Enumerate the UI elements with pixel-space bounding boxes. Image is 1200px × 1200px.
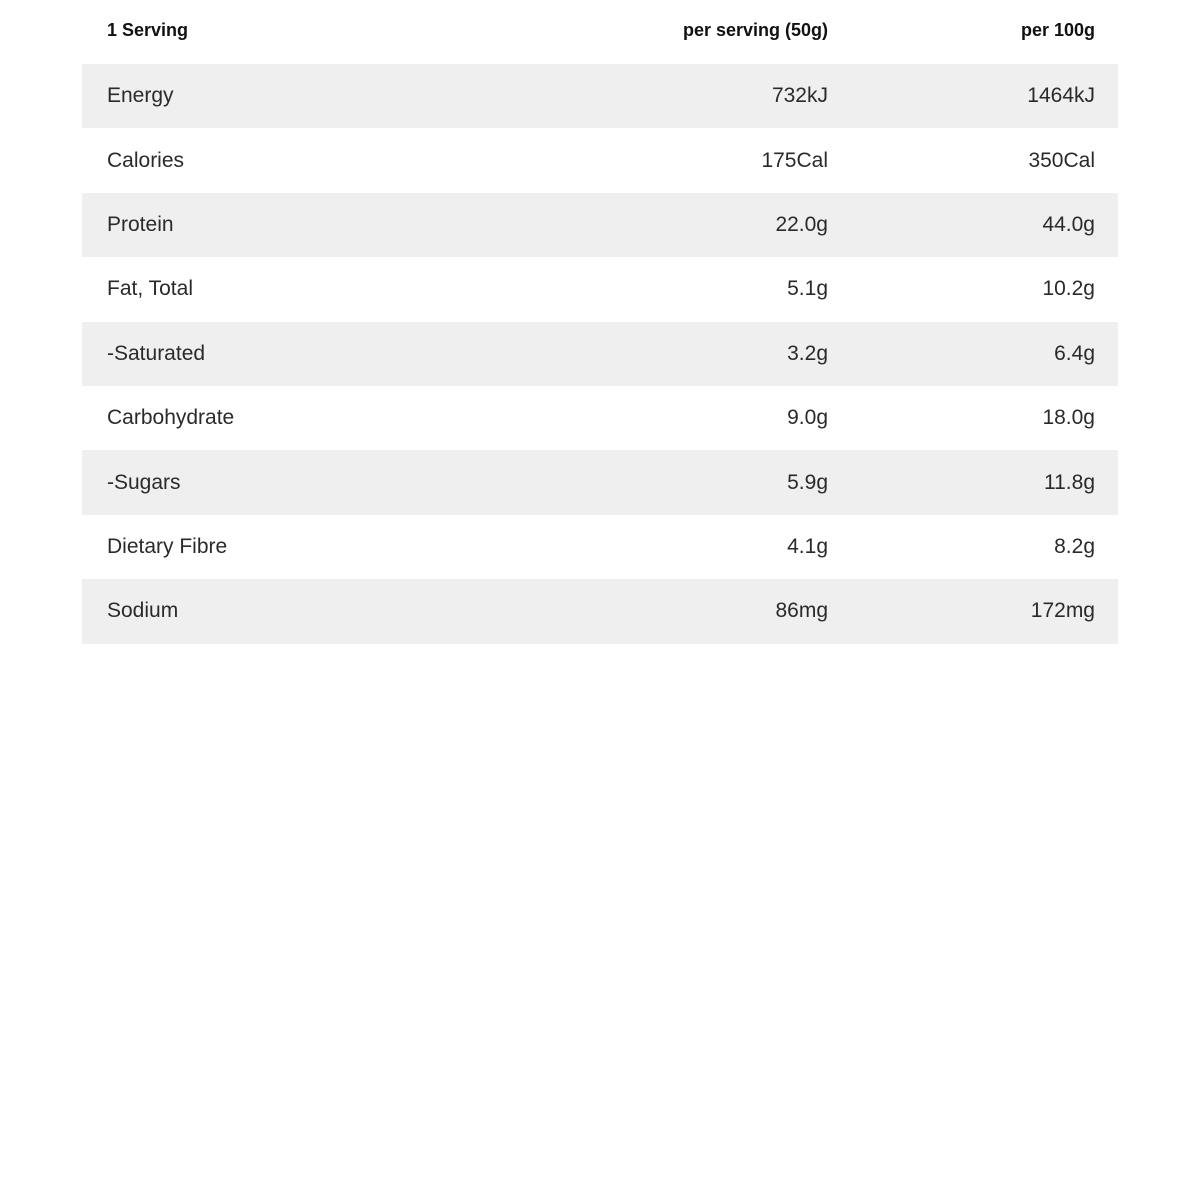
per-serving-value: 5.9g bbox=[787, 470, 828, 494]
nutrient-name: Carbohydrate bbox=[107, 406, 235, 430]
nutrient-name: -Saturated bbox=[107, 341, 206, 365]
nutrient-name: Protein bbox=[107, 212, 174, 236]
per-100g-value: 8.2g bbox=[1054, 534, 1095, 558]
per-serving-value: 9.0g bbox=[787, 406, 828, 430]
per-serving-value: 86mg bbox=[775, 599, 828, 623]
header-per-serving: per serving (50g) bbox=[682, 19, 828, 40]
table-row-sugars bbox=[82, 450, 1118, 514]
per-serving-value: 5.1g bbox=[787, 277, 828, 301]
per-serving-value: 4.1g bbox=[787, 534, 828, 558]
per-100g-value: 18.0g bbox=[1042, 406, 1095, 430]
table-header-row bbox=[82, 0, 1118, 64]
table-row-protein bbox=[82, 193, 1118, 257]
header-serving-label: 1 Serving bbox=[107, 19, 189, 40]
table-row-dietary-fibre bbox=[82, 515, 1118, 579]
per-100g-value: 44.0g bbox=[1042, 212, 1095, 236]
nutrition-table bbox=[82, 0, 1118, 644]
table-row-sodium bbox=[82, 579, 1118, 643]
per-serving-value: 175Cal bbox=[761, 148, 828, 172]
nutrient-name: -Sugars bbox=[107, 470, 181, 494]
per-100g-value: 10.2g bbox=[1042, 277, 1095, 301]
per-100g-value: 172mg bbox=[1030, 599, 1095, 623]
nutrient-name: Calories bbox=[107, 148, 185, 172]
table-row-calories bbox=[82, 128, 1118, 192]
per-serving-value: 3.2g bbox=[787, 341, 828, 365]
table-row-energy bbox=[82, 64, 1118, 128]
per-serving-value: 732kJ bbox=[771, 84, 828, 108]
table-row-saturated bbox=[82, 322, 1118, 386]
nutrient-name: Energy bbox=[107, 84, 174, 108]
table-row-fat-total bbox=[82, 257, 1118, 321]
nutrient-name: Sodium bbox=[107, 599, 179, 623]
per-100g-value: 6.4g bbox=[1054, 341, 1095, 365]
per-100g-value: 350Cal bbox=[1028, 148, 1095, 172]
nutrient-name: Dietary Fibre bbox=[107, 534, 228, 558]
per-100g-value: 1464kJ bbox=[1027, 84, 1095, 108]
table-row-carbohydrate bbox=[82, 386, 1118, 450]
nutrient-name: Fat, Total bbox=[107, 277, 193, 301]
per-100g-value: 11.8g bbox=[1044, 470, 1095, 494]
header-per-100g: per 100g bbox=[1020, 19, 1095, 40]
per-serving-value: 22.0g bbox=[775, 212, 828, 236]
